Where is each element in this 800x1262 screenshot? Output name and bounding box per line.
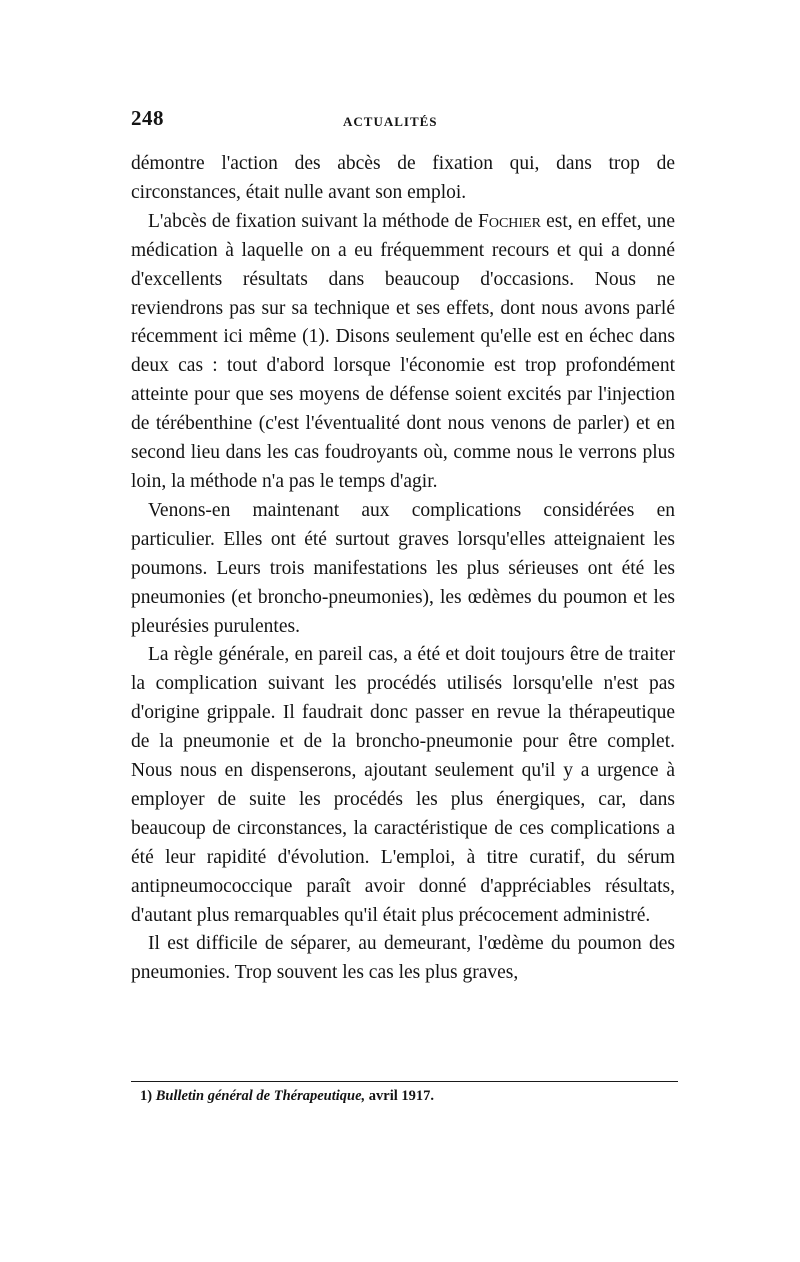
- paragraph-4: La règle générale, en pareil cas, a été et doit toujours être de traiter la complication suivant les procédés utilisés lorsqu'elle n'est pas d'origine grippale. Il faudrait donc passer en revue la thérapeutique de la pneumonie et de la broncho-pneumonie pour être complet. Nous nous en dispenserons, ajoutant seulement qu'il y a urgence à employer de suite les procédés les plus énergiques, car, dans beaucoup de circonstances, la caractéristique de ces complications a été leur rapidité d'évolution. L'emploi, à titre curatif, du sérum antipneumococcique paraît avoir donné d'appréciables résultats, d'autant plus remarquables qu'il était plus précocement administré.: [131, 644, 675, 926]
- paragraph-2-start: L'abcès de fixation suivant la méthode de: [148, 210, 478, 232]
- paragraph-3: Venons-en maintenant aux complications considérées en particulier. Elles ont été surtout graves lorsqu'elles atteignaient les poumons. Leurs trois manifestations les plus sérieuses ont été les pneumonies (et broncho-pneumonies), les œdèmes du poumon et les pleurésies purulentes.: [131, 499, 675, 637]
- body-text: [131, 150, 675, 988]
- footnote-date: avril 1917.: [368, 1088, 435, 1104]
- footnote-divider: [131, 1081, 678, 1082]
- paragraph-1: démontre l'action des abcès de fixation qui, dans trop de circonstances, était nulle avant son emploi.: [131, 153, 675, 203]
- author-name-fochier: Fochier: [477, 210, 541, 232]
- footnote-title: Bulletin général de Thérapeutique,: [155, 1088, 366, 1104]
- footnote: [140, 1088, 434, 1105]
- running-head: ACTUALITÉS: [343, 114, 438, 129]
- paragraph-2: [131, 208, 675, 497]
- paragraph-5: Il est difficile de séparer, au demeurant, l'œdème du poumon des pneumonies. Trop souvent les cas les plus graves,: [131, 933, 675, 984]
- paragraph-2-rest: est, en effet, une médication à laquelle on a eu fréquemment recours et qui a donné d'excellents résultats dans beaucoup d'occasions. Nous ne reviendrons pas sur sa technique et ses effets, dont nous avons parlé récemment ici même (1). Disons seulement qu'elle est en échec dans deux cas : tout d'abord lorsque l'économie est trop profondément atteinte pour que ses moyens de défense soient excités par l'injection de térébenthine (c'est l'éventualité dont nous venons de parler) et en second lieu dans les cas foudroyants où, comme nous le verrons plus loin, la méthode n'a pas le temps d'agir.: [131, 210, 675, 492]
- footnote-marker: 1): [140, 1088, 153, 1104]
- page-number: 248: [131, 106, 164, 130]
